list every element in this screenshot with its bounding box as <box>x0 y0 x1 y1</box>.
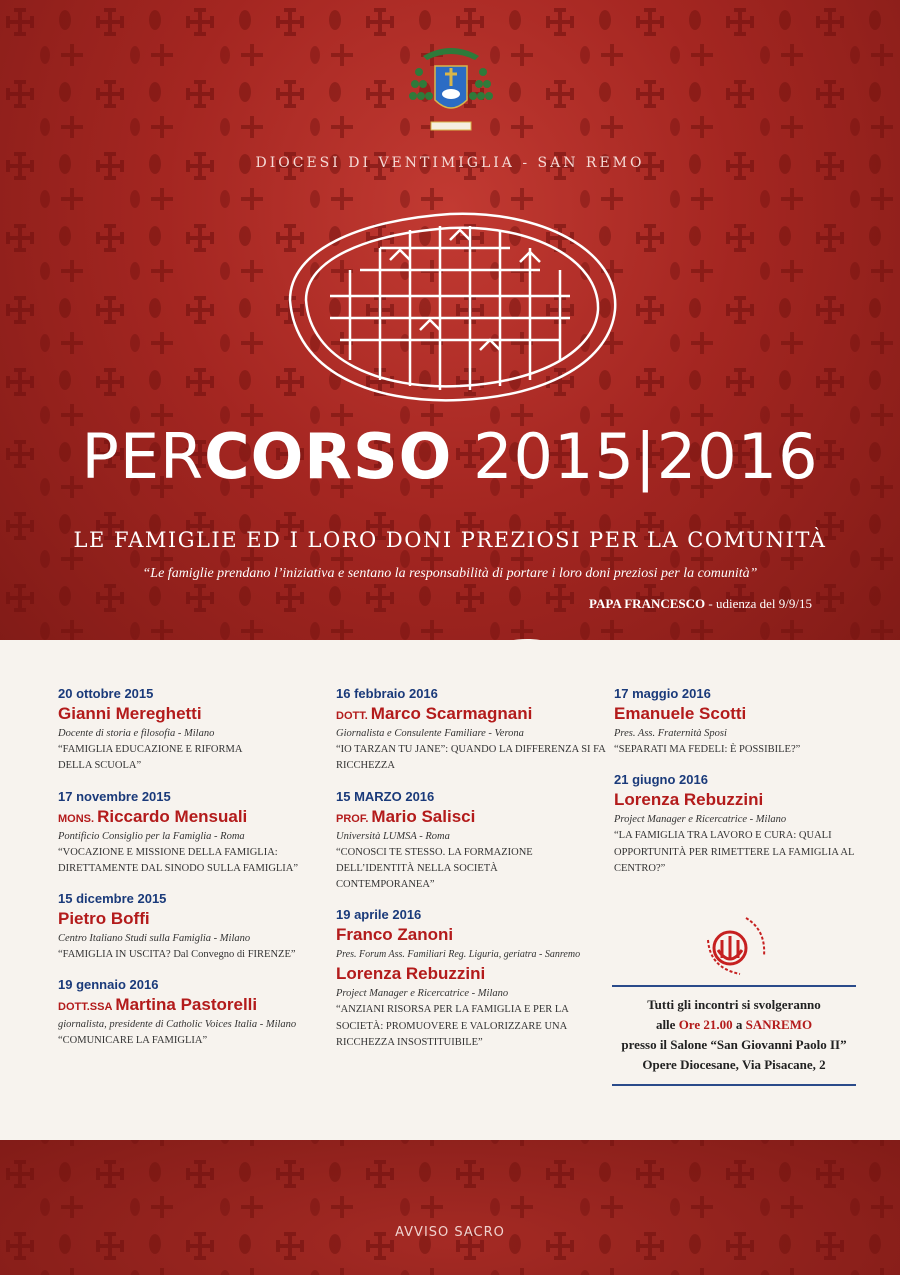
info-line-1: Tutti gli incontri si svolgeranno <box>647 997 821 1012</box>
speaker-honorific: DOTT. <box>336 710 368 722</box>
event-item <box>58 686 328 775</box>
info-line-2 <box>612 1015 856 1035</box>
title-per: PER <box>81 420 205 493</box>
speaker-name-text: Gianni Mereghetti <box>58 704 202 723</box>
events-column-3 <box>614 686 884 891</box>
subtitle: LE FAMIGLIE ED I LORO DONI PREZIOSI PER LA COMUNITÀ <box>73 528 827 552</box>
speaker-name <box>58 704 328 724</box>
event-date: 19 gennaio 2016 <box>58 977 159 993</box>
talk-title: “VOCAZIONE E MISSIONE DELLA FAMIGLIA: DIRETTAMENTE DAL SINODO SULLA FAMIGLIA” <box>58 846 299 874</box>
quote-author: PAPA FRANCESCO <box>588 596 706 611</box>
talk-title: “FAMIGLIA IN USCITA? Dal Convegno di FIRENZE” <box>58 949 296 961</box>
event-date: 17 maggio 2016 <box>614 686 711 701</box>
speaker-name <box>336 964 606 984</box>
speaker-name-text: Franco Zanoni <box>336 925 454 945</box>
torn-edge-top <box>0 600 900 690</box>
speaker-role: Pontificio Consiglio per la Famiglia - Roma <box>58 830 245 842</box>
info-time-mid: a <box>732 1017 746 1033</box>
pope-quote: “Le famiglie prendano l’iniziativa e sentano la responsabilità di portare i loro doni preziosi per la comunità” <box>142 566 758 581</box>
walled-city-illustration-icon <box>270 200 630 410</box>
speaker-role: Pres. Forum Ass. Familiari Reg. Liguria, geriatra - Sanremo <box>336 949 581 961</box>
speaker-name-text: Lorenza Rebuzzini <box>336 964 486 984</box>
main-title <box>0 420 900 493</box>
event-item <box>58 977 328 1049</box>
speaker-role: Project Manager e Ricercatrice - Milano <box>336 988 509 1000</box>
event-date: 19 aprile 2016 <box>336 907 422 923</box>
talk-title: “COMUNICARE LA FAMIGLIA” <box>58 1035 208 1047</box>
event-item <box>614 772 884 877</box>
speaker-name-text: Pietro Boffi <box>58 909 150 929</box>
events-column-1 <box>58 686 328 1064</box>
speaker-role: Giornalista e Consulente Familiare - Verona <box>336 728 524 739</box>
diocese-name: DIOCESI DI VENTIMIGLIA - SAN REMO <box>255 155 645 171</box>
title-corso: CORSO <box>204 420 453 493</box>
event-item <box>336 964 606 1051</box>
event-item <box>336 789 606 894</box>
speaker-role: giornalista, presidente di Catholic Voices Italia - Milano <box>58 1019 297 1031</box>
speaker-role: Project Manager e Ricercatrice - Milano <box>614 814 787 826</box>
event-date: 15 MARZO 2016 <box>336 788 435 804</box>
event-item <box>336 907 606 960</box>
info-line-3: presso il Salone “San Giovanni Paolo II” <box>621 1037 847 1053</box>
talk-title: “LA FAMIGLIA TRA LAVORO E CURA: QUALI OPPORTUNITÀ PER RIMETTERE LA FAMIGLIA AL CENTRO?” <box>614 830 854 874</box>
events-column-2 <box>336 686 606 1065</box>
event-date: 15 dicembre 2015 <box>58 891 167 907</box>
event-item <box>58 891 328 963</box>
talk-title: “IO TARZAN TU JANE”: QUANDO LA DIFFERENZA SI FA RICCHEZZA <box>336 744 606 772</box>
speaker-name <box>614 790 884 810</box>
speaker-role: Pres. Ass. Fraternità Sposi <box>614 728 727 739</box>
event-date: 20 ottobre 2015 <box>58 686 154 701</box>
footer-notice: AVVISO SACRO <box>395 1225 505 1240</box>
title-years: 2015|2016 <box>452 420 819 493</box>
info-time: Ore 21.00 <box>678 1017 733 1033</box>
speaker-name-text: Martina Pastorelli <box>115 995 258 1015</box>
speaker-role: Centro Italiano Studi sulla Famiglia - Milano <box>58 933 251 945</box>
speaker-name <box>58 807 328 827</box>
speaker-name <box>614 704 884 724</box>
speaker-name-text: Mario Salisci <box>371 806 476 826</box>
speaker-name <box>336 807 606 827</box>
event-item <box>58 789 328 878</box>
speaker-name-text: Lorenza Rebuzzini <box>614 790 764 810</box>
event-date: 17 novembre 2015 <box>58 788 171 804</box>
speaker-name <box>58 909 328 929</box>
torn-edge-bottom <box>0 1100 900 1150</box>
event-date: 21 giugno 2016 <box>614 772 708 788</box>
talk-title: “CONOSCI TE STESSO. LA FORMAZIONE DELL’IDENTITÀ NELLA SOCIETÀ CONTEMPORANEA” <box>336 846 533 891</box>
quote-attribution <box>589 596 812 612</box>
speaker-honorific: DOTT.SSA <box>58 1001 113 1014</box>
speaker-honorific: MONS. <box>58 812 95 825</box>
talk-title: “ANZIANI RISORSA PER LA FAMIGLIA E PER LA SOCIETÀ: PROMUOVERE E VALORIZZARE UNA RICCHEZZA INSOSTITUIBILE” <box>336 1004 569 1048</box>
event-item <box>614 686 884 758</box>
speaker-name-text: Emanuele Scotti <box>614 704 747 723</box>
event-item <box>336 686 606 775</box>
speaker-role: Docente di storia e filosofia - Milano <box>58 728 215 739</box>
speaker-name <box>58 995 328 1015</box>
speaker-role: Università LUMSA - Roma <box>336 830 450 842</box>
quote-source: - udienza del 9/9/15 <box>705 596 812 611</box>
event-date: 16 febbraio 2016 <box>336 686 438 701</box>
talk-title: “FAMIGLIA EDUCAZIONE E RIFORMA DELLA SCUOLA” <box>58 744 242 772</box>
speaker-name-text: Riccardo Mensuali <box>97 806 248 826</box>
speaker-name <box>336 704 606 724</box>
episcopal-coat-of-arms-icon <box>405 38 497 138</box>
info-line-4: Opere Diocesane, Via Pisacane, 2 <box>642 1057 826 1073</box>
speaker-name-text: Marco Scarmagnani <box>370 704 533 723</box>
speaker-honorific: PROF. <box>336 812 369 825</box>
speaker-name <box>336 925 606 945</box>
venue-info-box <box>612 985 856 1086</box>
info-place: SANREMO <box>745 1017 813 1033</box>
info-time-prefix: alle <box>655 1017 679 1033</box>
nuova-evangelizzazione-logo-icon <box>700 910 772 980</box>
talk-title: “SEPARATI MA FEDELI: È POSSIBILE?” <box>614 744 801 755</box>
